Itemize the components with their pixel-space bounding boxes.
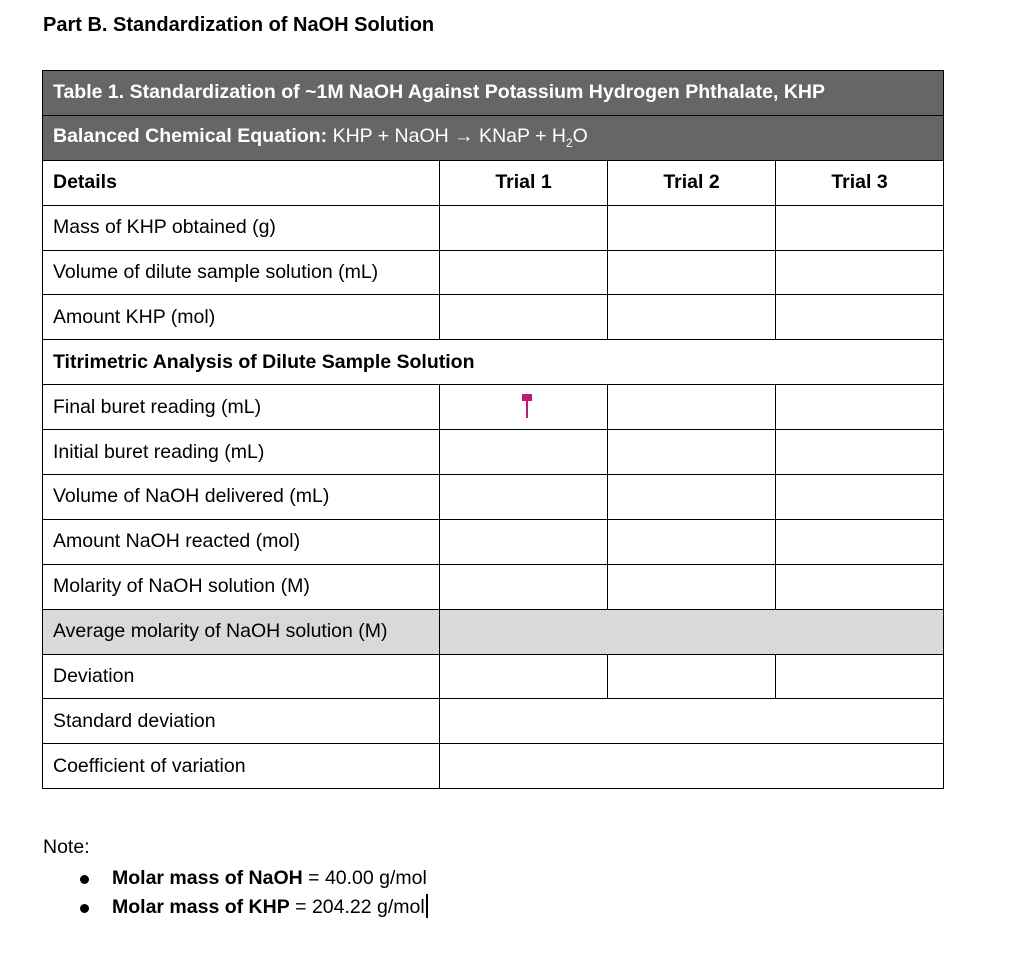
cv-value-cell[interactable]	[440, 744, 944, 789]
standardization-table	[42, 70, 944, 789]
table-row	[43, 250, 944, 295]
row-label[interactable]: Initial buret reading (mL)	[43, 430, 440, 475]
average-value-cell[interactable]	[440, 609, 944, 654]
trial-3-cell[interactable]	[776, 654, 944, 699]
molar-mass-value: = 204.22 g/mol	[289, 896, 425, 918]
trial-2-cell[interactable]	[608, 385, 776, 430]
equation-row	[43, 115, 944, 160]
row-label[interactable]: Coefficient of variation	[43, 744, 440, 789]
bullet-icon	[80, 875, 89, 884]
table-title[interactable]: Table 1. Standardization of ~1M NaOH Against Potassium Hydrogen Phthalate, KHP	[43, 71, 944, 116]
row-label[interactable]: Standard deviation	[43, 699, 440, 744]
trial-1-cell[interactable]	[440, 654, 608, 699]
table-row	[43, 430, 944, 475]
row-label[interactable]: Average molarity of NaOH solution (M)	[43, 609, 440, 654]
trial-3-cell[interactable]	[776, 250, 944, 295]
row-label[interactable]: Deviation	[43, 654, 440, 699]
row-label[interactable]: Mass of KHP obtained (g)	[43, 205, 440, 250]
table-row	[43, 699, 944, 744]
trial-2-cell[interactable]	[608, 654, 776, 699]
trial-2-cell[interactable]	[608, 475, 776, 520]
trial-2-cell[interactable]	[608, 519, 776, 564]
trial-1-cell[interactable]	[440, 205, 608, 250]
average-row	[43, 609, 944, 654]
trial-3-cell[interactable]	[776, 564, 944, 609]
row-label[interactable]: Amount NaOH reacted (mol)	[43, 519, 440, 564]
equation-rhs: KNaP + H	[473, 125, 566, 148]
section-label[interactable]: Titrimetric Analysis of Dilute Sample Solution	[43, 340, 944, 385]
table-title-row	[43, 71, 944, 116]
trial-3-cell[interactable]	[776, 475, 944, 520]
section-heading: Part B. Standardization of NaOH Solution	[43, 14, 435, 36]
trial-1-cell[interactable]	[440, 564, 608, 609]
table-row	[43, 385, 944, 430]
trial-1-cell[interactable]	[440, 295, 608, 340]
table-row	[43, 744, 944, 789]
equation-cell[interactable]	[43, 115, 944, 160]
equation-subscript: 2	[565, 136, 573, 151]
row-label[interactable]: Amount KHP (mol)	[43, 295, 440, 340]
trial-3-cell[interactable]	[776, 385, 944, 430]
std-value-cell[interactable]	[440, 699, 944, 744]
trial-1-cell[interactable]	[440, 385, 608, 430]
table-row	[43, 205, 944, 250]
text-caret	[426, 894, 428, 918]
trial-2-cell[interactable]	[608, 295, 776, 340]
table-row	[43, 564, 944, 609]
trial-1-cell[interactable]	[440, 475, 608, 520]
note-label: Note:	[43, 836, 90, 858]
molar-mass-label: Molar mass of KHP	[112, 896, 290, 918]
header-details[interactable]: Details	[43, 160, 440, 205]
bullet-icon	[80, 904, 89, 913]
equation-label: Balanced Chemical Equation:	[53, 125, 328, 148]
note-list	[80, 864, 428, 922]
row-label[interactable]: Final buret reading (mL)	[43, 385, 440, 430]
molar-mass-value: = 40.00 g/mol	[302, 867, 427, 889]
trial-3-cell[interactable]	[776, 205, 944, 250]
trial-3-cell[interactable]	[776, 295, 944, 340]
row-label[interactable]: Volume of dilute sample solution (mL)	[43, 250, 440, 295]
section-row	[43, 340, 944, 385]
list-item[interactable]	[80, 864, 428, 893]
table-row	[43, 475, 944, 520]
trial-2-cell[interactable]	[608, 564, 776, 609]
table-row	[43, 295, 944, 340]
table-row	[43, 519, 944, 564]
trial-1-cell[interactable]	[440, 430, 608, 475]
header-trial-2[interactable]: Trial 2	[608, 160, 776, 205]
row-label[interactable]: Volume of NaOH delivered (mL)	[43, 475, 440, 520]
trial-2-cell[interactable]	[608, 205, 776, 250]
trial-2-cell[interactable]	[608, 430, 776, 475]
list-item[interactable]	[80, 893, 428, 922]
equation-lhs: KHP + NaOH	[332, 125, 455, 148]
trial-2-cell[interactable]	[608, 250, 776, 295]
equation-tail: O	[572, 125, 588, 148]
header-row	[43, 160, 944, 205]
trial-1-cell[interactable]	[440, 519, 608, 564]
trial-3-cell[interactable]	[776, 430, 944, 475]
trial-3-cell[interactable]	[776, 519, 944, 564]
row-label[interactable]: Molarity of NaOH solution (M)	[43, 564, 440, 609]
cell-cursor-icon	[522, 394, 532, 418]
table-row	[43, 654, 944, 699]
header-trial-3[interactable]: Trial 3	[776, 160, 944, 205]
trial-1-cell[interactable]	[440, 250, 608, 295]
molar-mass-label: Molar mass of NaOH	[112, 867, 303, 889]
reaction-arrow-icon: →	[454, 125, 474, 148]
header-trial-1[interactable]: Trial 1	[440, 160, 608, 205]
